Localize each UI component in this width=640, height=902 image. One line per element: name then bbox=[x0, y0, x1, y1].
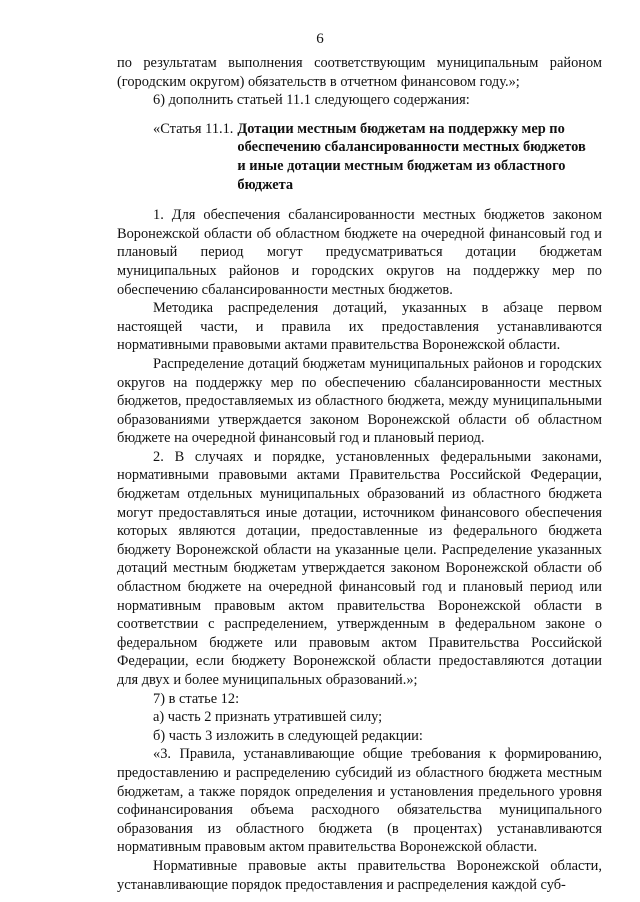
paragraph-normative-acts: Нормативные правовые акты правительства Воронежской области, устанавливающие порядок предоставления и распределения каждой суб- bbox=[117, 857, 602, 893]
article-number: «Статья 11.1. bbox=[153, 120, 234, 137]
paragraph-distribution: Распределение дотаций бюджетам муниципальных районов и городских округов на поддержку мер по обеспечению сбалансированности местных бюджетов, предоставляемых из областного бюджета, между муниципальными образованиями утверждается законом Воронежской области об областном бюджете на очередной финансовый год и плановый период. bbox=[117, 355, 602, 447]
article-title-line1: Дотации местным бюджетам на поддержку мер по bbox=[237, 120, 565, 137]
paragraph-part-1: 1. Для обеспечения сбалансированности местных бюджетов законом Воронежской области об областном бюджете на очередной финансовый год и плановый период могут предусматриваться дотации бюджетам муниципальных районов и городских округов на поддержку мер по обеспечению сбалансированности местных бюджетов. bbox=[117, 207, 602, 298]
paragraph-part-2: 2. В случаях и порядке, установленных федеральными законами, нормативными правовыми актами Правительства Российской Федерации, бюджетам отдельных муниципальных образований из областного бюджета могут предоставляться иные дотации, источником финансового обеспечения которых являются дотации, предоставленные из федерального бюджета бюджету Воронежской области на указанные цели. Распределение указанных дотаций местным бюджетам утверждается законом Воронежской области об областном бюджете на очередной финансовый год и плановый период или нормативным правовым актом правительства Воронежской области в соответствии с распределением, утвержденным в федеральном законе о федеральном бюджете или правовым актом Правительства Российской Федерации, если бюджету Воронежской области предоставляются дотации для двух и более муниципальных образований.»; bbox=[117, 448, 602, 688]
document-body bbox=[117, 54, 602, 894]
paragraph-item-a: а) часть 2 признать утратившей силу; bbox=[153, 709, 383, 726]
paragraph-part-3: «3. Правила, устанавливающие общие требования к формированию, предоставлению и распределению субсидий из областного бюджета местным бюджетам, а также порядок определения и установления предельного уровня софинансирования объема расходного обязательства муниципального образования из областного бюджета (в процентах) устанавливаются нормативным правовым актом правительства Воронежской области. bbox=[117, 746, 602, 856]
paragraph-continuation: по результатам выполнения соответствующим муниципальным районом (городским округом) обязательств в отчетном финансовом году.»; bbox=[117, 55, 602, 90]
paragraph-item-7: 7) в статье 12: bbox=[153, 690, 240, 707]
article-heading bbox=[117, 120, 602, 194]
paragraph-item-6: 6) дополнить статьей 11.1 следующего содержания: bbox=[153, 92, 470, 109]
paragraph-item-b: б) часть 3 изложить в следующей редакции: bbox=[153, 727, 423, 744]
article-title-rest: обеспечению сбалансированности местных бюджетов и иные дотации местным бюджетам из областного бюджета bbox=[237, 139, 586, 193]
article-title bbox=[233, 120, 587, 194]
page-number: 6 bbox=[316, 31, 324, 47]
paragraph-methodology: Методика распределения дотаций, указанных в абзаце первом настоящей части, и правила их предоставления устанавливаются нормативными правовыми актами правительства Воронежской области. bbox=[117, 300, 602, 354]
